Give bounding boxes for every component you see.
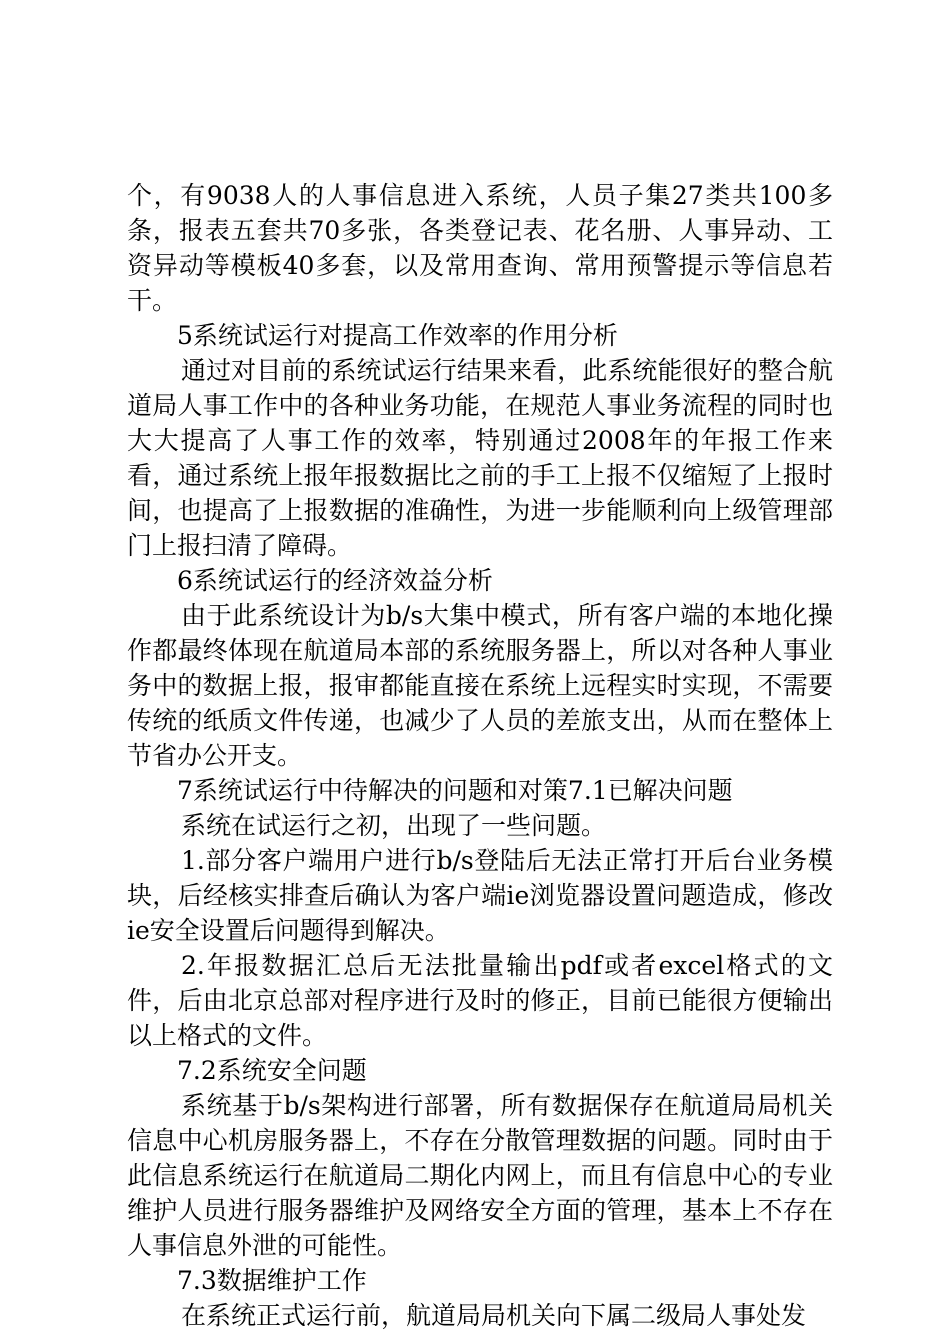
list-paragraph: 2.年报数据汇总后无法批量输出pdf或者excel格式的文件，后由北京总部对程序进行及时的修正，目前已能很方便输出以上格式的文件。 <box>127 951 833 1050</box>
section-heading: 7.3数据维护工作 <box>177 1266 367 1295</box>
body-paragraph: 个，有9038人的人事信息进入系统，人员子集27类共100多条，报表五套共70多张，各类登记表、花名册、人事异动、工资异动等模板40多套，以及常用查询、常用预警提示等信息若干。 <box>127 181 833 315</box>
body-paragraph: 系统在试运行之初，出现了一些问题。 <box>181 811 607 840</box>
section-heading: 7.2系统安全问题 <box>177 1056 367 1085</box>
section-heading: 5系统试运行对提高工作效率的作用分析 <box>177 321 618 350</box>
section-heading: 6系统试运行的经济效益分析 <box>177 566 493 595</box>
body-paragraph: 由于此系统设计为b/s大集中模式，所有客户端的本地化操作都最终体现在航道局本部的系统服务器上，所以对各种人事业务中的数据上报，报审都能直接在系统上远程实时实现，不需要传统的纸质文件传递，也减少了人员的差旅支出，从而在整体上节省办公开支。 <box>127 601 833 770</box>
section-heading: 7系统试运行中待解决的问题和对策7.1已解决问题 <box>177 776 733 805</box>
list-paragraph: 1.部分客户端用户进行b/s登陆后无法正常打开后台业务模块，后经核实排查后确认为客户端ie浏览器设置问题造成，修改ie安全设置后问题得到解决。 <box>127 846 833 945</box>
body-paragraph: 系统基于b/s架构进行部署，所有数据保存在航道局局机关信息中心机房服务器上，不存在分散管理数据的问题。同时由于此信息系统运行在航道局二期化内网上，而且有信息中心的专业维护人员进行服务器维护及网络安全方面的管理，基本上不存在人事信息外泄的可能性。 <box>127 1091 833 1260</box>
body-paragraph: 在系统正式运行前，航道局局机关向下属二级局人事处发 <box>181 1301 807 1330</box>
document-page <box>127 178 833 1333</box>
body-paragraph: 通过对目前的系统试运行结果来看，此系统能很好的整合航道局人事工作中的各种业务功能，在规范人事业务流程的同时也大大提高了人事工作的效率，特别通过2008年的年报工作来看，通过系统上报年报数据比之前的手工上报不仅缩短了上报时间，也提高了上报数据的准确性，为进一步能顺利向上级管理部门上报扫清了障碍。 <box>127 356 833 560</box>
